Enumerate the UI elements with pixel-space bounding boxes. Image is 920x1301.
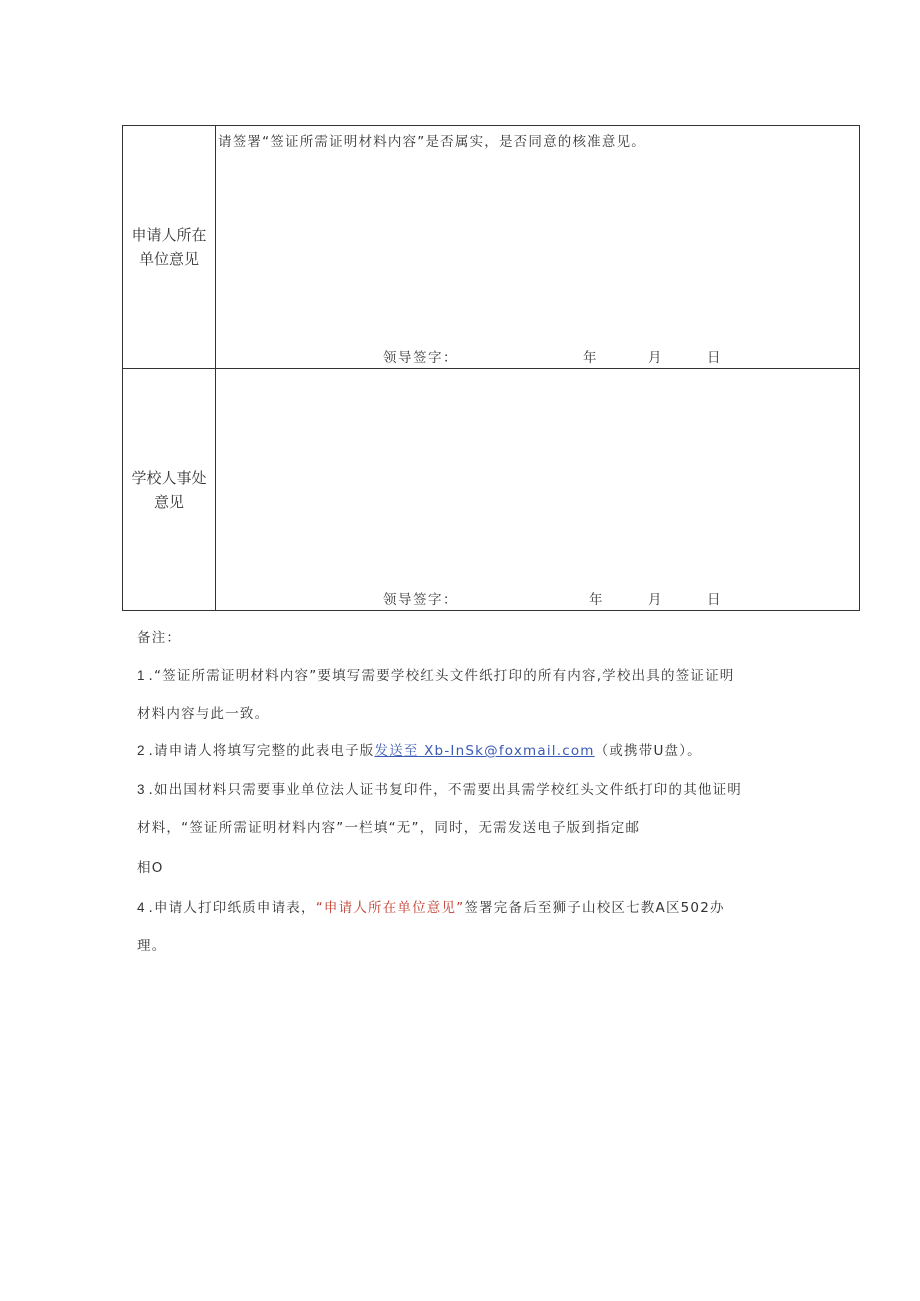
email-link[interactable]: 发送至 Xb-InSk@foxmail.com	[374, 743, 595, 759]
note-item-1	[137, 664, 735, 684]
row-label-hr-office	[123, 369, 216, 610]
row-label-applicant-unit	[123, 126, 216, 368]
date-day-label: 日	[707, 592, 721, 608]
signature-label: 领导签字：	[383, 350, 458, 366]
signature-label: 领导签字：	[383, 592, 458, 608]
note-text: 材料，“签证所需证明材料内容”一栏填“无”，同时，无需发送电子版到指定邮	[137, 820, 641, 836]
opinion-field-applicant-unit[interactable]	[216, 126, 859, 368]
note-number: 1	[137, 668, 145, 683]
highlighted-field-name: “申请人所在单位意见”	[315, 900, 465, 916]
note-item-3-continued	[137, 816, 640, 836]
date-year-label: 年	[583, 350, 597, 366]
note-item-1-continued	[137, 702, 269, 722]
note-text: .“签证所需证明材料内容”要填写需要学校红头文件纸打印的所有内容,学校出具的签证证明	[148, 668, 735, 684]
row-label-line: 意见	[153, 492, 184, 511]
note-item-3	[137, 778, 742, 798]
note-text: （或携带U盘）。	[594, 743, 702, 759]
row-label-line: 申请人所在	[131, 226, 207, 244]
note-number: 4	[137, 900, 145, 915]
date-year-label: 年	[589, 592, 603, 608]
note-number: 3	[137, 782, 145, 797]
opinion-field-hr-office[interactable]	[216, 369, 859, 610]
approval-form-table	[122, 125, 860, 611]
note-text: 材料内容与此一致。	[137, 706, 270, 722]
form-row-hr-office	[123, 369, 859, 610]
note-item-2	[137, 739, 702, 759]
date-day-label: 日	[707, 350, 721, 366]
note-item-4	[137, 896, 725, 916]
date-month-label: 月	[648, 350, 662, 366]
note-number: 2	[137, 743, 145, 758]
note-text: .申请人打印纸质申请表，	[148, 900, 316, 916]
note-text: 理。	[137, 938, 167, 954]
form-row-applicant-unit	[123, 126, 859, 369]
notes-title: 备注：	[137, 630, 182, 646]
note-item-4-continued	[137, 934, 166, 954]
opinion-instruction: 请签署“签证所需证明材料内容”是否属实，是否同意的核准意见。	[218, 134, 646, 150]
date-month-label: 月	[648, 592, 662, 608]
row-label-line: 单位意见	[138, 250, 199, 268]
note-text: .如出国材料只需要事业单位法人证书复印件，不需要出具需学校红头文件纸打印的其他证明	[148, 782, 743, 798]
note-item-3-continued	[137, 856, 164, 876]
note-text: .请申请人将填写完整的此表电子版	[148, 743, 375, 759]
note-text: 相O	[137, 860, 164, 876]
row-label-line: 学校人事处	[131, 468, 207, 487]
note-text: 签署完备后至狮子山校区七教A区502办	[464, 900, 725, 916]
